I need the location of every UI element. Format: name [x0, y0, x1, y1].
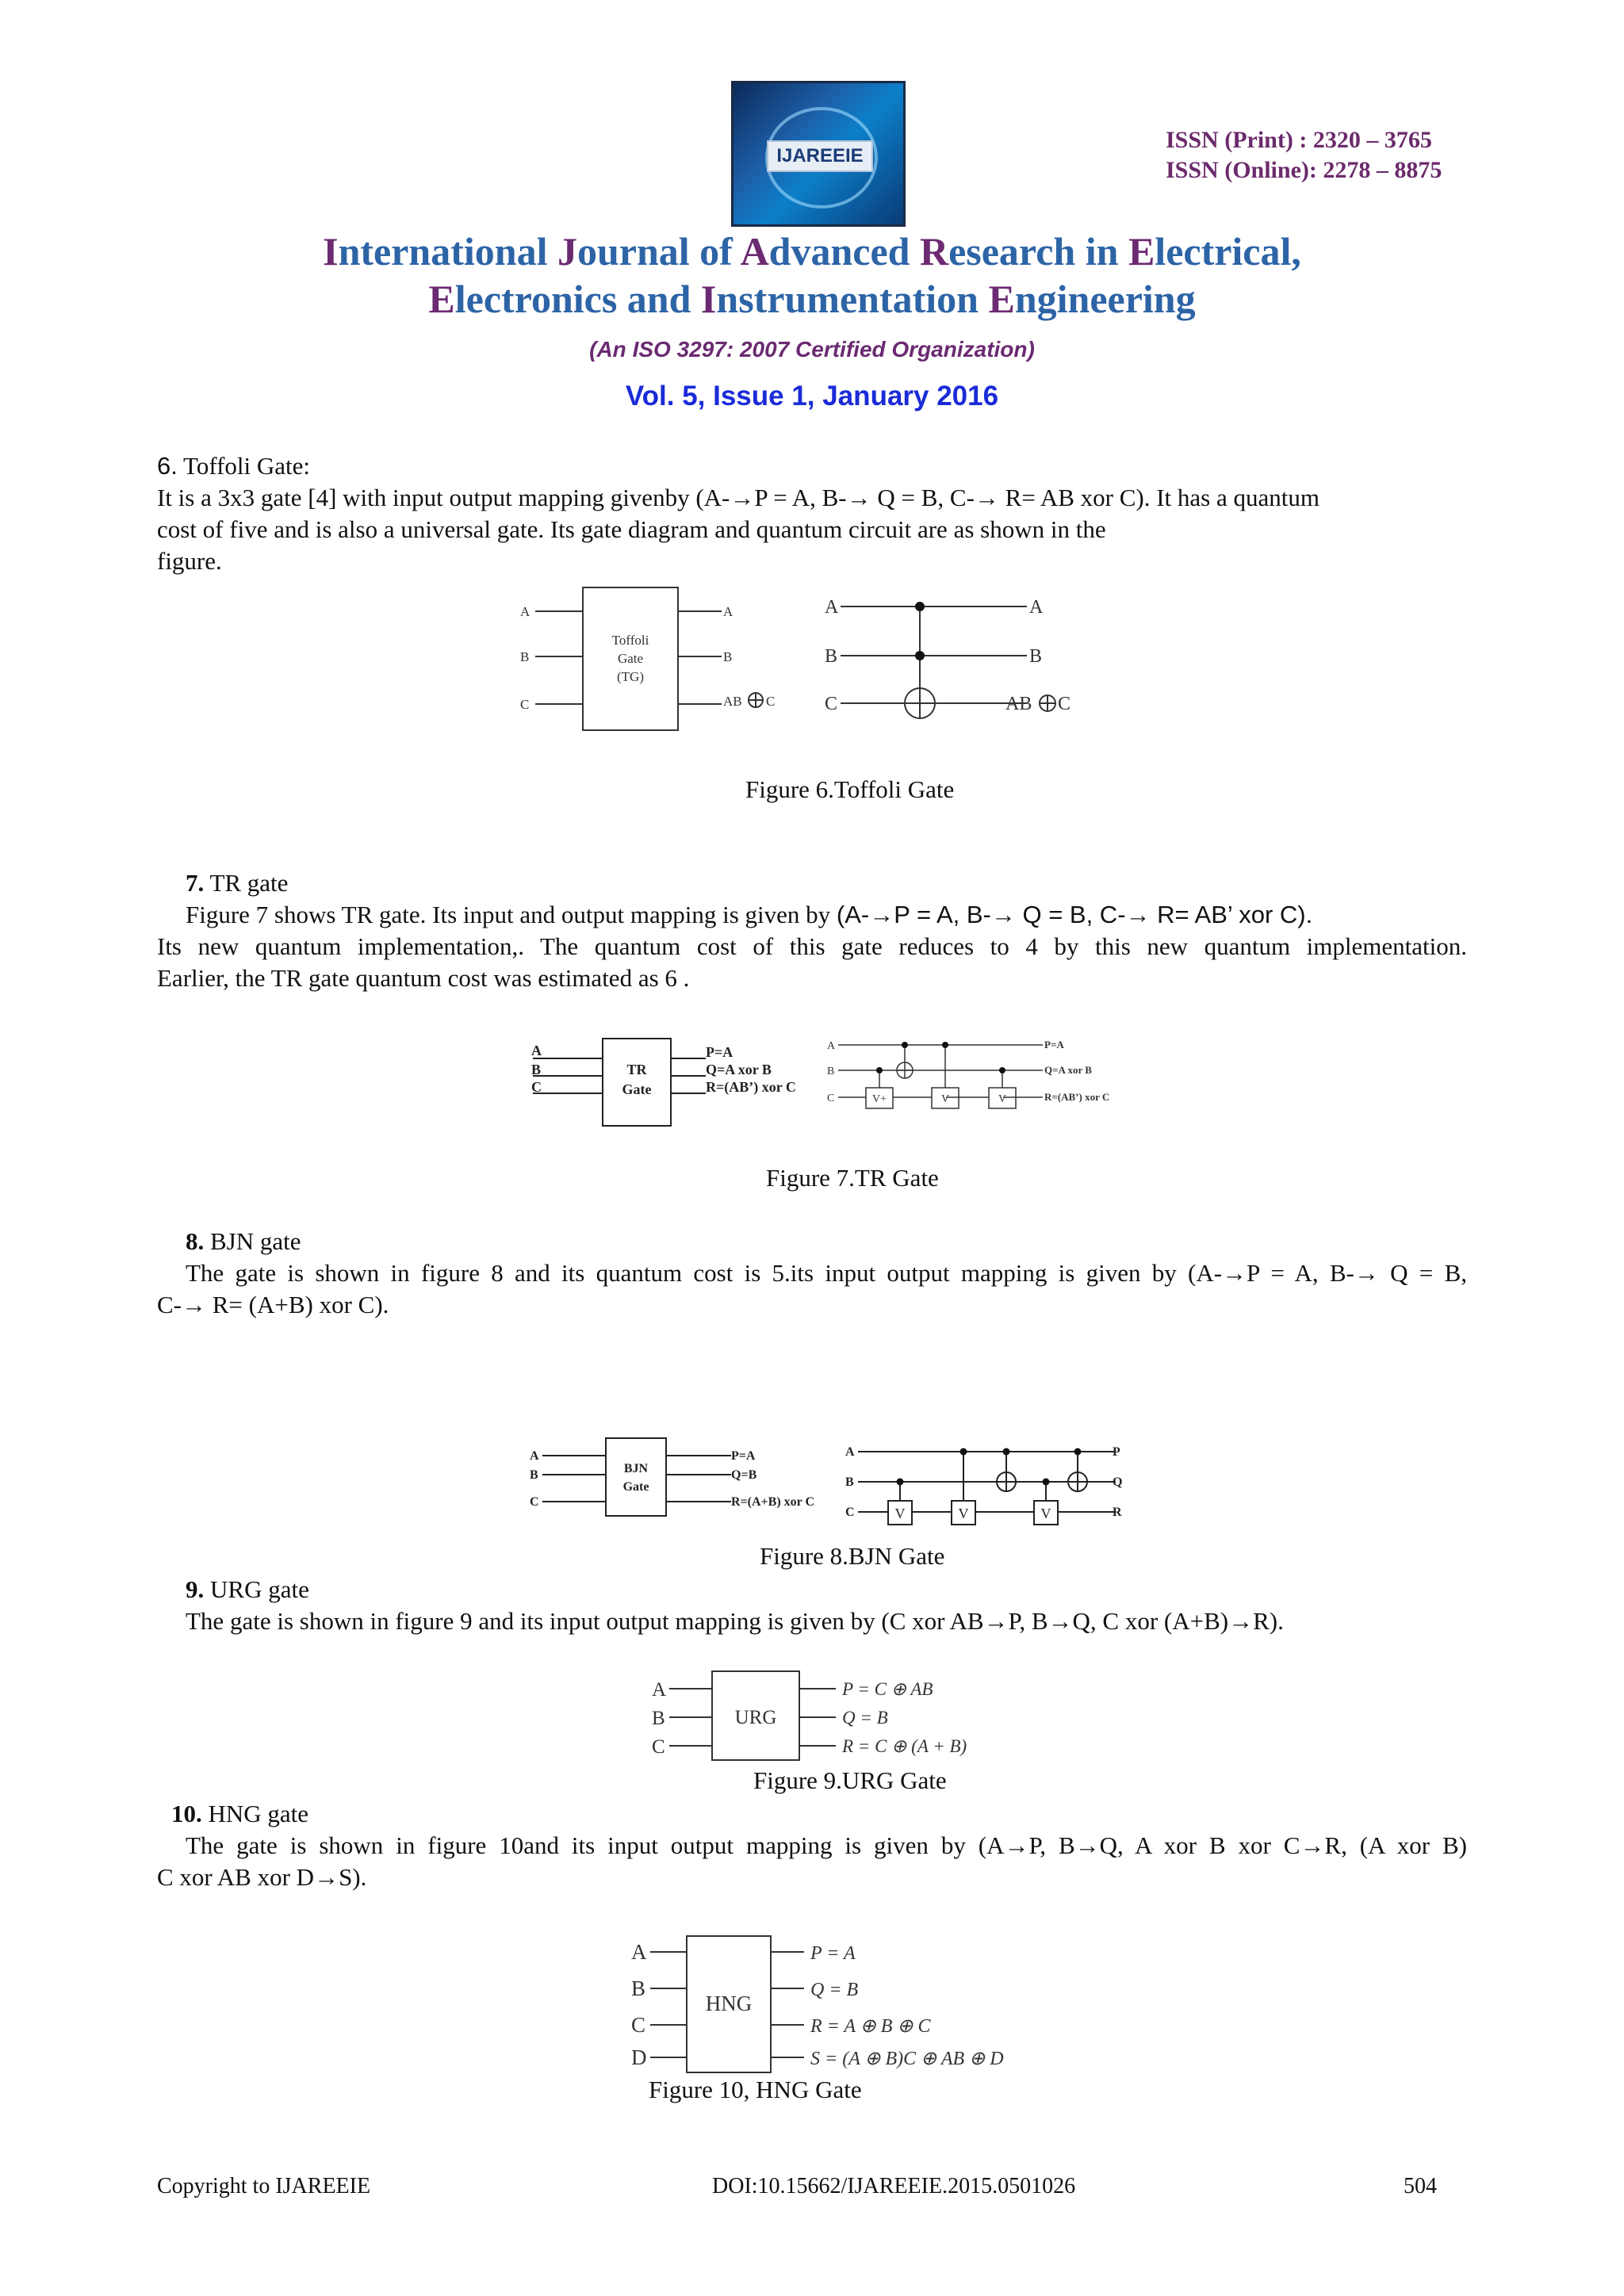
urg-out-p: P = C ⊕ AB — [842, 1679, 933, 1699]
urg-in-c: C — [652, 1736, 665, 1758]
bjn-q-out-r: R — [1113, 1506, 1122, 1519]
iso-certification: (An ISO 3297: 2007 Certified Organization) — [589, 337, 1035, 362]
bjn-q-v-3: V — [1040, 1506, 1051, 1521]
figure-10-caption: Figure 10, HNG Gate — [649, 2076, 862, 2103]
toffoli-in-b: B — [520, 649, 530, 664]
bjn-box-1: BJN — [623, 1462, 649, 1475]
bjn-quantum-circuit — [842, 1439, 1136, 1526]
urg-heading: 9. URG gate — [186, 1575, 309, 1603]
toffoli-line-1: It is a 3x3 gate [4] with input output mapping givenby (A-→P = A, B-→ Q = B, C-→ R= AB xor C). It has a quantum — [157, 484, 1320, 511]
hng-line-1: The gate is shown in figure 10and its input output mapping is given by (A→P, B→Q, A xor B xor C→R, (A xor B) — [186, 1831, 1467, 1859]
hng-in-c: C — [631, 2013, 646, 2037]
bjn-heading: 8. BJN gate — [186, 1227, 301, 1255]
bjn-q-out-q: Q — [1113, 1475, 1123, 1489]
tr-q-out-q: Q=A xor B — [1044, 1064, 1092, 1076]
journal-title-line2: Electronics and Instrumentation Engineering — [428, 277, 1196, 321]
bjn-line-2: C-→ R= (A+B) xor C). — [157, 1291, 389, 1318]
hng-out-r: R = A ⊕ B ⊕ C — [810, 2016, 931, 2037]
toffoli-q-out-ab: AB — [1005, 694, 1032, 714]
urg-block-diagram — [642, 1665, 1015, 1768]
urg-line-1: The gate is shown in figure 9 and its input output mapping is given by (C xor AB→P, B→Q, C xor (A+B)→R). — [186, 1607, 1284, 1635]
tr-q-in-c: C — [827, 1093, 835, 1104]
tr-q-v-1: V — [940, 1093, 950, 1105]
journal-logo — [731, 81, 906, 227]
toffoli-box-2: Gate — [617, 651, 644, 666]
tr-line-2: Its new quantum implementation,. The quantum cost of this gate reduces to 4 by this new quantum implementation. — [157, 932, 1467, 960]
urg-box-label: URG — [734, 1707, 777, 1728]
bjn-block-diagram — [525, 1433, 842, 1521]
figure-9-caption: Figure 9.URG Gate — [753, 1766, 947, 1794]
bjn-box-2: Gate — [622, 1480, 649, 1494]
tr-heading: 7. TR gate — [186, 869, 289, 897]
issn-print: ISSN (Print) : 2320 – 3765 — [1166, 127, 1432, 153]
tr-block-diagram — [525, 1035, 826, 1130]
hng-line-2: C xor AB xor D→S). — [157, 1863, 367, 1891]
hng-out-q: Q = B — [810, 1980, 859, 2000]
tr-q-v-plus: V+ — [871, 1093, 887, 1105]
tr-line-1: Figure 7 shows TR gate. Its input and output mapping is given by (A-→P = A, B-→ Q = B, C-→ R= AB’ xor C). — [186, 901, 1313, 928]
footer-copyright: Copyright to IJAREEIE — [157, 2174, 371, 2198]
tr-in-a: A — [531, 1043, 542, 1058]
hng-out-p: P = A — [810, 1943, 856, 1964]
hng-out-s: S = (A ⊕ B)C ⊕ AB ⊕ D — [810, 2049, 1004, 2069]
hng-in-d: D — [631, 2045, 647, 2069]
figure-6-caption: Figure 6.Toffoli Gate — [745, 775, 955, 803]
bjn-q-in-a: A — [845, 1445, 855, 1459]
bjn-out-p: P=A — [731, 1449, 756, 1463]
footer-page-number: 504 — [1404, 2174, 1437, 2198]
tr-q-out-p: P=A — [1044, 1039, 1064, 1050]
toffoli-quantum-circuit — [817, 591, 1110, 729]
tr-box-1: TR — [626, 1062, 647, 1077]
figure-8-caption: Figure 8.BJN Gate — [760, 1542, 945, 1570]
hng-block-diagram — [623, 1927, 1051, 2077]
toffoli-heading: 6. Toffoli Gate: — [157, 452, 311, 480]
hng-in-a: A — [631, 1940, 647, 1964]
urg-in-a: A — [652, 1679, 667, 1701]
figure-7-caption: Figure 7.TR Gate — [766, 1164, 939, 1192]
toffoli-box-1: Toffoli — [611, 633, 649, 648]
urg-out-q: Q = B — [842, 1708, 888, 1728]
urg-in-b: B — [652, 1708, 665, 1729]
tr-in-b: B — [531, 1062, 542, 1077]
tr-out-r: R=(AB’) xor C — [706, 1079, 796, 1095]
toffoli-out-ab: AB — [723, 694, 742, 709]
toffoli-q-in-b: B — [825, 646, 838, 667]
bjn-q-in-b: B — [845, 1475, 854, 1489]
tr-q-v-2: V — [998, 1093, 1007, 1105]
logo-text: IJAREEIE — [776, 145, 864, 166]
toffoli-q-in-a: A — [825, 597, 839, 618]
tr-q-in-b: B — [827, 1066, 835, 1077]
toffoli-out-a: A — [723, 604, 733, 619]
tr-in-c: C — [531, 1079, 542, 1095]
urg-out-r: R = C ⊕ (A + B) — [842, 1736, 967, 1756]
toffoli-block-diagram — [508, 575, 793, 737]
tr-q-in-a: A — [827, 1040, 836, 1052]
bjn-line-1: The gate is shown in figure 8 and its quantum cost is 5.its input output mapping is given by (A-→P = A, B-→ Q = B, — [186, 1259, 1467, 1287]
bjn-q-out-p: P — [1113, 1445, 1120, 1459]
bjn-out-r: R=(A+B) xor C — [731, 1495, 815, 1509]
tr-box-2: Gate — [622, 1081, 652, 1097]
toffoli-out-c: C — [766, 694, 776, 709]
toffoli-in-a: A — [520, 604, 530, 619]
bjn-in-c: C — [530, 1495, 539, 1509]
bjn-q-v-2: V — [958, 1506, 969, 1521]
toffoli-line-2: cost of five and is also a universal gate. Its gate diagram and quantum circuit are as shown in the — [157, 515, 1106, 543]
toffoli-box-3: (TG) — [617, 669, 644, 684]
bjn-q-v-1: V — [894, 1506, 906, 1521]
bjn-in-a: A — [530, 1449, 539, 1463]
hng-heading: 10. HNG gate — [171, 1800, 309, 1827]
toffoli-q-in-c: C — [825, 694, 838, 714]
toffoli-q-out-b: B — [1029, 646, 1043, 667]
toffoli-out-b: B — [723, 649, 733, 664]
bjn-q-in-c: C — [845, 1506, 855, 1519]
tr-quantum-circuit — [821, 1031, 1138, 1118]
toffoli-q-out-c: C — [1058, 694, 1071, 714]
issn-online: ISSN (Online): 2278 – 8875 — [1166, 157, 1442, 183]
tr-out-p: P=A — [706, 1044, 733, 1060]
tr-q-out-r: R=(AB’) xor C — [1044, 1091, 1110, 1103]
bjn-in-b: B — [530, 1468, 538, 1482]
journal-title-line1: International Journal of Advanced Research in Electrical, — [323, 229, 1301, 274]
toffoli-line-3: figure. — [157, 547, 222, 575]
volume-issue: Vol. 5, Issue 1, January 2016 — [625, 381, 999, 411]
logo-plate — [767, 140, 873, 172]
hng-in-b: B — [631, 1976, 646, 2000]
toffoli-q-out-a: A — [1029, 597, 1044, 618]
hng-box-label: HNG — [705, 1992, 753, 2015]
tr-out-q: Q=A xor B — [706, 1062, 772, 1077]
tr-line-3: Earlier, the TR gate quantum cost was estimated as 6 . — [157, 964, 690, 992]
toffoli-in-c: C — [520, 697, 530, 712]
bjn-out-q: Q=B — [731, 1468, 757, 1482]
footer-doi: DOI:10.15662/IJAREEIE.2015.0501026 — [712, 2174, 1076, 2198]
